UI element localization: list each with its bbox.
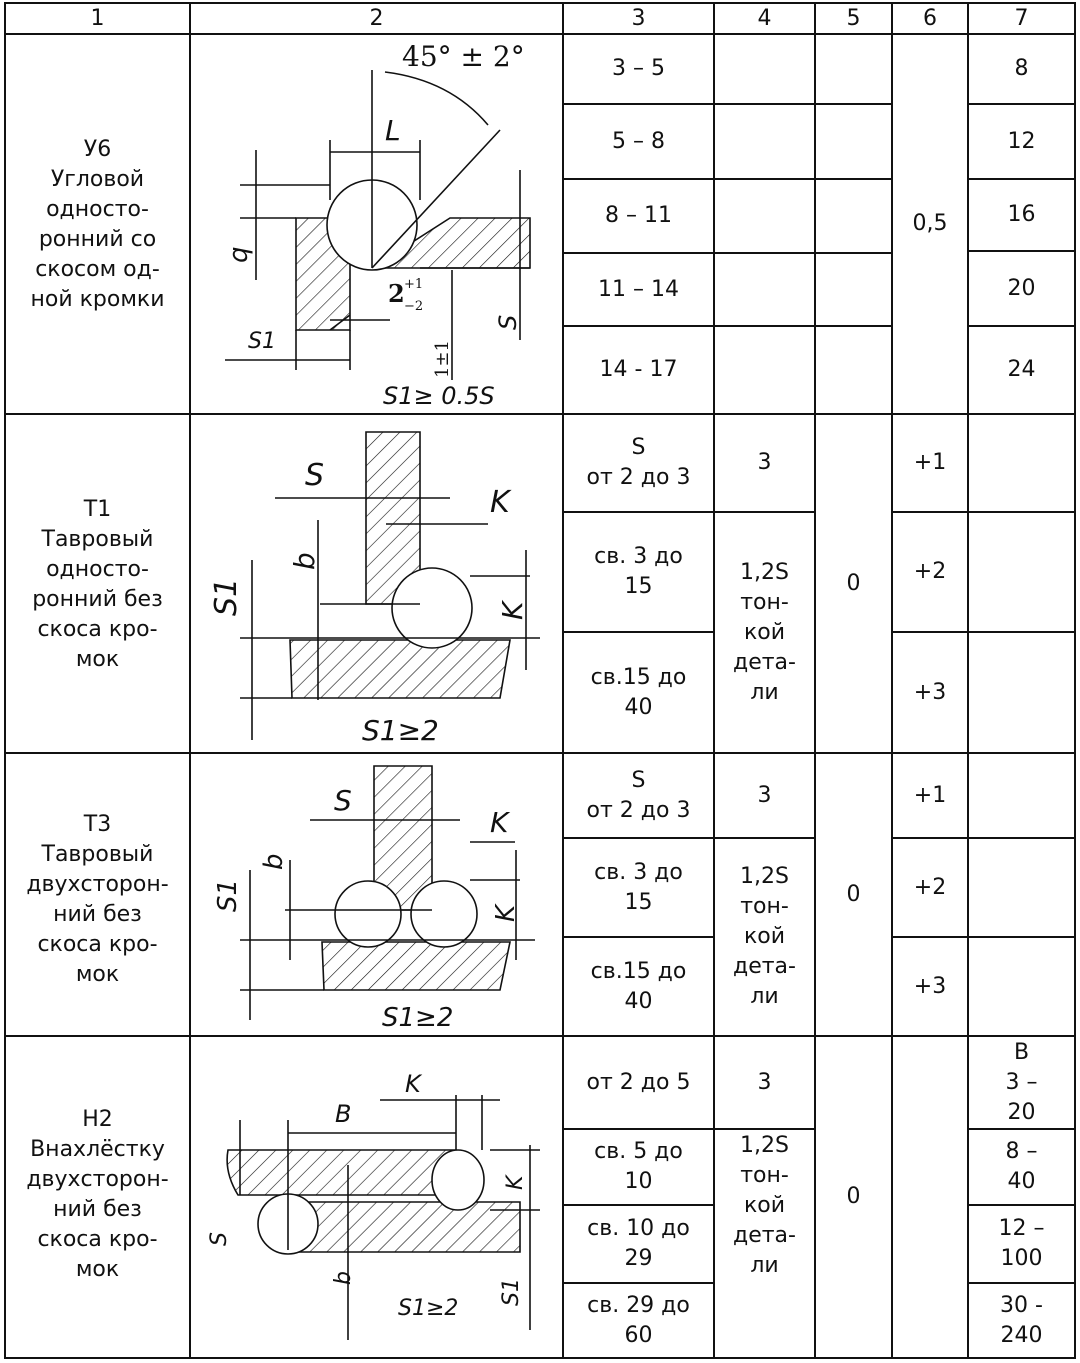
t1-col6-1: +1: [913, 450, 947, 475]
t1-col6-3: +3: [913, 679, 947, 705]
t3-thickness-2: св. 3 до 15: [594, 859, 683, 915]
u6-col7-1: 8: [1014, 56, 1029, 81]
t1-thickness-3: св.15 до 40: [590, 664, 687, 720]
t1-S1-label: S1: [209, 577, 244, 616]
u6-col7-5: 24: [1007, 357, 1036, 382]
t3-col5: 0: [846, 881, 861, 907]
t1-col4-1: 3: [757, 450, 772, 475]
t3-thickness-3: св.15 до 40: [590, 958, 687, 1014]
t1-S-label: S: [305, 458, 325, 493]
t1-thickness-2: св. 3 до 15: [594, 544, 683, 599]
t3-col6-2: +2: [913, 874, 947, 900]
h2-b-label: b: [331, 1271, 356, 1285]
u6-joint-drawing: [191, 35, 562, 413]
u6-thickness-2: 5 – 8: [612, 128, 665, 154]
h2-B-label: B: [335, 1100, 352, 1128]
h2-name: Н2 Внахлёстку двухсторон- ний без скоса кро- мок: [26, 1107, 169, 1282]
t3-K-side-label: K: [491, 904, 521, 922]
u6-col6: 0,5: [912, 211, 948, 236]
u6-col7-3: 16: [1007, 202, 1036, 227]
h2-S1-label: S1: [499, 1278, 524, 1306]
u6-gap-sub: −2: [404, 299, 424, 314]
u6-q-label: q: [224, 246, 254, 263]
t1-condition: S1≥2: [362, 714, 439, 747]
h2-K-side-label: K: [503, 1175, 528, 1190]
u6-s-label: S: [494, 314, 522, 330]
h2-col7-2: 8 – 40: [1005, 1139, 1038, 1194]
u6-col7-4: 20: [1007, 275, 1036, 301]
h2-col7-1: B 3 – 20: [1005, 1039, 1038, 1125]
u6-thickness-5: 14 - 17: [599, 357, 678, 382]
t1-thickness-1: S от 2 до 3: [586, 435, 691, 490]
t3-S-label: S: [334, 784, 352, 817]
u6-L-label: L: [385, 114, 401, 147]
header-col-2: 2: [369, 5, 384, 31]
u6-condition: S1≥ 0.5S: [383, 382, 495, 410]
t3-joint-drawing: [191, 754, 562, 1035]
h2-col7-3: 12 – 100: [998, 1216, 1045, 1271]
header-col-6: 6: [923, 5, 937, 31]
h2-thickness-2: св. 5 до 10: [594, 1139, 683, 1194]
t1-K-top-label: K: [490, 485, 510, 520]
h2-thickness-3: св. 10 до 29: [587, 1216, 690, 1271]
header-col-4: 4: [757, 5, 772, 31]
t1-name: Т1 Тавровый односто- ронний без скоса кро- мок: [32, 497, 163, 672]
h2-K-top-label: K: [405, 1070, 421, 1098]
u6-s1-label: S1: [248, 329, 276, 354]
u6-thickness-1: 3 – 5: [612, 56, 665, 81]
header-col-5: 5: [846, 5, 861, 31]
h2-col4-2: 1,2S тон- кой дета- ли: [733, 1133, 796, 1278]
t3-name: Т3 Тавровый двухсторон- ний без скоса кро- мок: [26, 812, 169, 987]
h2-thickness-4: св. 29 до 60: [587, 1292, 690, 1348]
t1-col6-2: +2: [913, 559, 947, 584]
h2-col5: 0: [846, 1184, 861, 1209]
h2-col7-4: 30 - 240: [1000, 1292, 1043, 1348]
u6-angle-label: 45° ± 2°: [402, 40, 525, 73]
u6-thickness-3: 8 – 11: [605, 203, 672, 228]
t1-K-side-label: K: [496, 601, 529, 620]
h2-condition: S1≥2: [398, 1296, 459, 1321]
t1-col5: 0: [846, 570, 861, 596]
t3-col6-3: +3: [913, 973, 947, 999]
t1-joint-drawing: [191, 415, 562, 752]
t3-col4-2: 1,2S тон- кой дета- ли: [733, 864, 796, 1009]
u6-gap-label: 2: [388, 279, 405, 308]
t3-S1-label: S1: [213, 878, 243, 912]
t3-condition: S1≥2: [382, 1003, 454, 1033]
header-col-3: 3: [631, 5, 646, 31]
t3-col6-1: +1: [913, 782, 947, 808]
t1-col4-2: 1,2S тон- кой дета- ли: [733, 559, 796, 705]
u6-gap-sup: +1: [404, 277, 424, 292]
t1-b-label: b: [288, 552, 321, 570]
header-col-7: 7: [1014, 5, 1029, 31]
h2-S-label: S: [207, 1232, 232, 1246]
h2-col4-1: 3: [757, 1069, 772, 1095]
t3-thickness-1: S от 2 до 3: [586, 767, 691, 823]
h2-joint-drawing: [191, 1037, 562, 1357]
t3-b-label: b: [259, 853, 289, 870]
u6-name: У6 Угловой односто- ронний со скосом од- ной кромки: [30, 137, 165, 312]
u6-col7-2: 12: [1007, 128, 1036, 154]
t3-K-top-label: K: [490, 806, 509, 839]
t3-col4-1: 3: [757, 782, 772, 808]
header-col-1: 1: [90, 5, 105, 31]
u6-thickness-4: 11 – 14: [598, 276, 679, 302]
h2-thickness-1: от 2 до 5: [586, 1069, 691, 1095]
u6-gap2-label: 1±1: [432, 340, 453, 378]
